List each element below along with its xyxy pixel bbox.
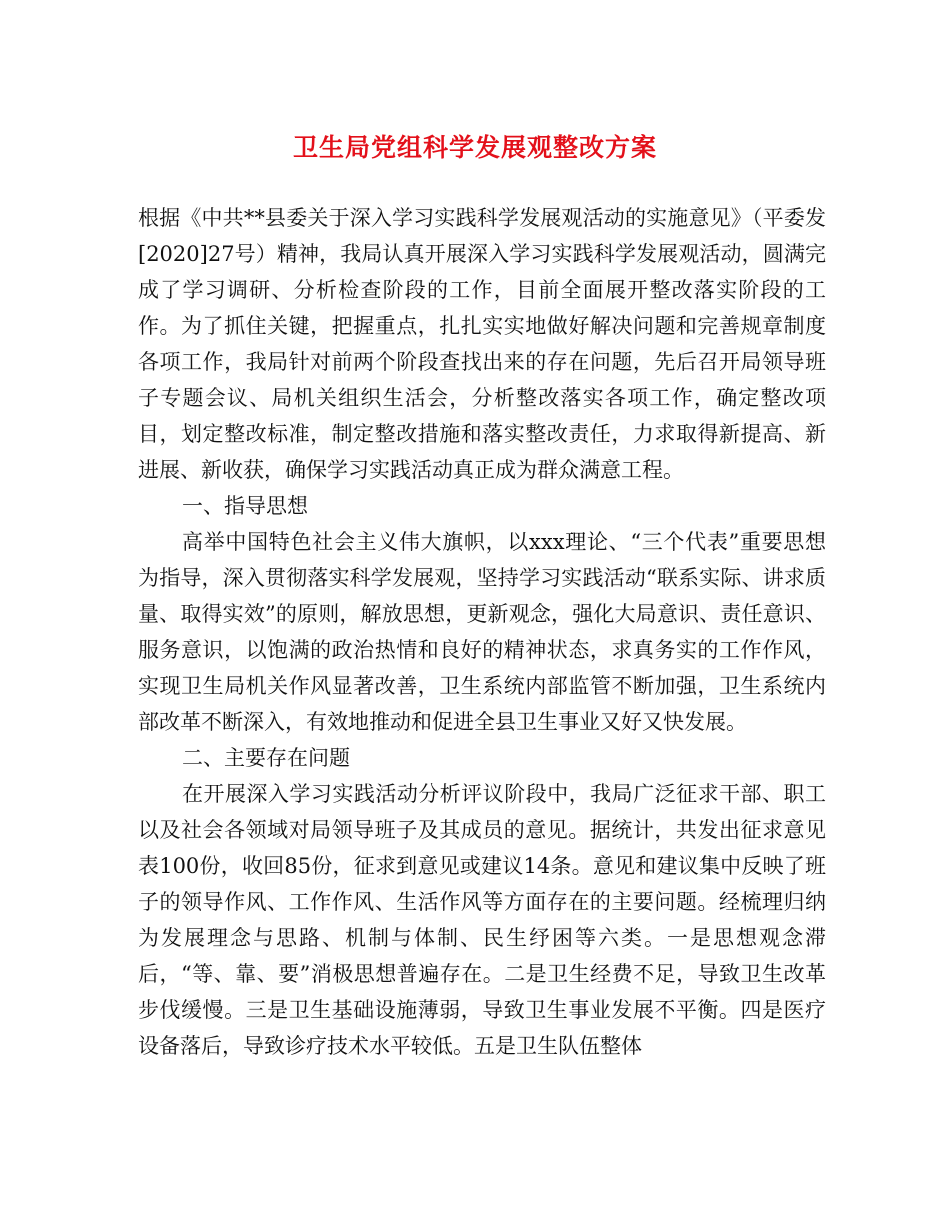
section-heading-main-problems: 二、主要存在问题 — [182, 746, 350, 770]
document-title: 卫生局党组科学发展观整改方案 — [292, 133, 657, 162]
guiding-ideology-paragraph: 高举中国特色社会主义伟大旗帜，以xxx理论、“三个代表”重要思想为指导，深入贯彻落实科学发展观，坚持学习实践活动“联系实际、讲求质量、取得实效”的原则，解放思想，更新观念，强化大局意识、责任意识、服务意识，以饱满的政治热情和良好的精神状态，求真务实的工作作风，实现卫生局机关作风显著改善，卫生系统内部监管不断加强，卫生系统内部改革不断深入，有效地推动和促进全县卫生事业又好又快发展。 — [138, 530, 826, 734]
section-heading-guiding-ideology: 一、指导思想 — [182, 494, 308, 518]
intro-paragraph: 根据《中共**县委关于深入学习实践科学发展观活动的实施意见》（平委发[2020]27号）精神，我局认真开展深入学习实践科学发展观活动，圆满完成了学习调研、分析检查阶段的工作，目前全面展开整改落实阶段的工作。为了抓住关键，把握重点，扎扎实实地做好解决问题和完善规章制度各项工作，我局针对前两个阶段查找出来的存在问题，先后召开局领导班子专题会议、局机关组织生活会，分析整改落实各项工作，确定整改项目，划定整改标准，制定整改措施和落实整改责任，力求取得新提高、新进展、新收获，确保学习实践活动真正成为群众满意工程。 — [138, 206, 826, 482]
document-body — [138, 200, 826, 1064]
main-problems-paragraph: 在开展深入学习实践活动分析评议阶段中，我局广泛征求干部、职工以及社会各领域对局领导班子及其成员的意见。据统计，共发出征求意见表100份，收回85份，征求到意见或建议14条。意见和建议集中反映了班子的领导作风、工作作风、生活作风等方面存在的主要问题。经梳理归纳为发展理念与思路、机制与体制、民生纾困等六类。一是思想观念滞后，“等、靠、要”消极思想普遍存在。二是卫生经费不足，导致卫生改革步伐缓慢。三是卫生基础设施薄弱，导致卫生事业发展不平衡。四是医疗设备落后，导致诊疗技术水平较低。五是卫生队伍整体 — [138, 782, 826, 1058]
